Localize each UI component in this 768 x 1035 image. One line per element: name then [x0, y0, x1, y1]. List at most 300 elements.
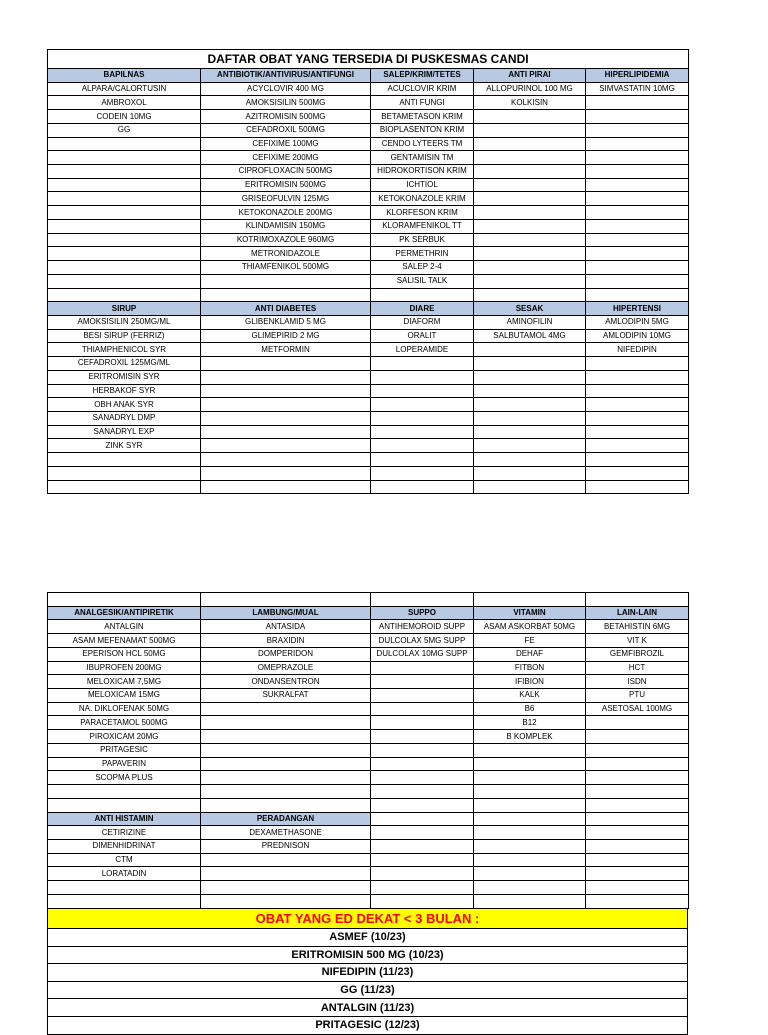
drug-cell	[48, 480, 201, 494]
drug-cell: ZINK SYR	[48, 439, 201, 453]
drug-cell	[371, 702, 474, 716]
drug-cell	[586, 757, 689, 771]
column-header: VITAMIN	[474, 606, 586, 620]
drug-cell	[371, 675, 474, 689]
drug-cell: PTU	[586, 689, 689, 703]
drug-cell	[474, 219, 586, 233]
drug-cell: KOLKISIN	[474, 96, 586, 110]
drug-cell	[586, 288, 689, 302]
drug-cell	[48, 137, 201, 151]
drug-cell	[371, 425, 474, 439]
expiry-row	[48, 946, 688, 964]
drug-cell	[371, 411, 474, 425]
table-row	[48, 137, 689, 151]
column-header: SIRUP	[48, 302, 201, 316]
drug-cell	[474, 480, 586, 494]
drug-cell: LORATADIN	[48, 867, 201, 881]
drug-cell	[586, 206, 689, 220]
drug-cell	[586, 771, 689, 785]
drug-cell	[201, 425, 371, 439]
drug-cell	[48, 288, 201, 302]
drug-cell	[48, 151, 201, 165]
table-row	[48, 894, 689, 908]
drug-cell	[474, 453, 586, 467]
table-row	[48, 96, 689, 110]
drug-cell	[371, 730, 474, 744]
drug-cell: ANTASIDA	[201, 620, 371, 634]
drug-cell	[474, 110, 586, 124]
drug-cell	[586, 178, 689, 192]
drug-cell	[474, 839, 586, 853]
empty-cell	[371, 812, 474, 826]
drug-cell	[371, 357, 474, 371]
drug-cell: ACUCLOVIR KRIM	[371, 82, 474, 96]
drug-cell	[371, 771, 474, 785]
drug-cell: PARACETAMOL 500MG	[48, 716, 201, 730]
drug-cell	[474, 233, 586, 247]
drug-cell	[586, 247, 689, 261]
drug-cell: ALPARA/CALORTUSIN	[48, 82, 201, 96]
drug-cell: HERBAKOF SYR	[48, 384, 201, 398]
table-row	[48, 82, 689, 96]
table-row	[48, 661, 689, 675]
empty-cell	[586, 812, 689, 826]
drug-cell	[474, 853, 586, 867]
drug-cell	[586, 839, 689, 853]
table-row	[48, 702, 689, 716]
drug-cell	[474, 123, 586, 137]
drug-cell: KALK	[474, 689, 586, 703]
column-header: ANTI PIRAI	[474, 69, 586, 83]
column-header: SUPPO	[371, 606, 474, 620]
drug-cell	[586, 192, 689, 206]
drug-cell	[586, 894, 689, 908]
drug-cell: PREDNISON	[201, 839, 371, 853]
column-header: SALEP/KRIM/TETES	[371, 69, 474, 83]
drug-cell: AMOKSISILIN 500MG	[201, 96, 371, 110]
table-row	[48, 620, 689, 634]
drug-cell	[371, 826, 474, 840]
drug-cell	[201, 785, 371, 799]
table-row	[48, 398, 689, 412]
spacer-row	[48, 593, 689, 607]
expiry-heading: OBAT YANG ED DEKAT < 3 BULAN :	[48, 909, 688, 929]
table-row	[48, 743, 689, 757]
drug-cell: CEFADROXIL 500MG	[201, 123, 371, 137]
drug-cell: PIROXICAM 20MG	[48, 730, 201, 744]
drug-cell	[201, 798, 371, 812]
drug-cell: DEXAMETHASONE	[201, 826, 371, 840]
table-row	[48, 771, 689, 785]
drug-cell	[474, 867, 586, 881]
table-row	[48, 881, 689, 895]
drug-cell	[474, 261, 586, 275]
column-header: BAPILNAS	[48, 69, 201, 83]
drug-cell	[371, 439, 474, 453]
expiry-row	[48, 929, 688, 947]
drug-cell: CEFIXIME 200MG	[201, 151, 371, 165]
drug-cell	[474, 206, 586, 220]
drug-cell	[586, 261, 689, 275]
drug-cell	[371, 480, 474, 494]
table-row	[48, 689, 689, 703]
drug-cell: GENTAMISIN TM	[371, 151, 474, 165]
drug-cell	[48, 178, 201, 192]
expiry-item: PRITAGESIC (12/23)	[48, 1016, 688, 1034]
table-row	[48, 247, 689, 261]
drug-cell	[201, 288, 371, 302]
table-row	[48, 343, 689, 357]
drug-cell: ASAM MEFENAMAT 500MG	[48, 634, 201, 648]
drug-cell: GEMFIBROZIL	[586, 647, 689, 661]
drug-cell	[48, 192, 201, 206]
drug-cell: CODEIN 10MG	[48, 110, 201, 124]
drug-cell: GG	[48, 123, 201, 137]
drug-cell	[586, 384, 689, 398]
drug-cell	[586, 730, 689, 744]
drug-cell: PAPAVERIN	[48, 757, 201, 771]
drug-cell: ERITROMISIN 500MG	[201, 178, 371, 192]
drug-cell	[586, 798, 689, 812]
drug-cell: SIMVASTATIN 10MG	[586, 82, 689, 96]
drug-cell	[474, 894, 586, 908]
drug-cell: NA. DIKLOFENAK 50MG	[48, 702, 201, 716]
drug-cell	[474, 288, 586, 302]
column-header: DIARE	[371, 302, 474, 316]
drug-cell: ONDANSENTRON	[201, 675, 371, 689]
drug-cell	[474, 178, 586, 192]
table-row	[48, 274, 689, 288]
table-row	[48, 867, 689, 881]
drug-cell: CEFIXIME 100MG	[201, 137, 371, 151]
table-row	[48, 384, 689, 398]
drug-cell	[474, 151, 586, 165]
drug-cell: GLIBENKLAMID 5 MG	[201, 315, 371, 329]
expiry-table	[47, 908, 688, 1035]
drug-cell	[586, 867, 689, 881]
drug-cell	[474, 757, 586, 771]
drug-cell	[474, 274, 586, 288]
table-row	[48, 757, 689, 771]
drug-cell	[586, 96, 689, 110]
drug-cell	[474, 343, 586, 357]
drug-cell: BESI SIRUP (FERRIZ)	[48, 329, 201, 343]
drug-cell	[201, 702, 371, 716]
drug-cell	[586, 219, 689, 233]
drug-cell	[201, 274, 371, 288]
header-row	[48, 812, 689, 826]
drug-cell	[474, 384, 586, 398]
drug-cell: PERMETHRIN	[371, 247, 474, 261]
drug-cell	[201, 384, 371, 398]
drug-cell: AZITROMISIN 500MG	[201, 110, 371, 124]
expiry-row	[48, 999, 688, 1017]
drug-cell: DIMENHIDRINAT	[48, 839, 201, 853]
expiry-item: ASMEF (10/23)	[48, 929, 688, 947]
drug-cell: PK SERBUK	[371, 233, 474, 247]
drug-cell: IFIBION	[474, 675, 586, 689]
table-row	[48, 439, 689, 453]
drug-cell: ANTIHEMOROID SUPP	[371, 620, 474, 634]
header-row	[48, 302, 689, 316]
column-header: PERADANGAN	[201, 812, 371, 826]
drug-cell: ASAM ASKORBAT 50MG	[474, 620, 586, 634]
drug-cell: SALBUTAMOL 4MG	[474, 329, 586, 343]
drug-cell	[474, 247, 586, 261]
drug-cell: KLORFESON KRIM	[371, 206, 474, 220]
drug-cell	[474, 826, 586, 840]
drug-cell	[371, 785, 474, 799]
drug-cell	[586, 357, 689, 371]
drug-cell	[201, 453, 371, 467]
column-header: ANALGESIK/ANTIPIRETIK	[48, 606, 201, 620]
drug-cell: BRAXIDIN	[201, 634, 371, 648]
drug-cell	[474, 743, 586, 757]
table-row	[48, 853, 689, 867]
drug-cell	[201, 894, 371, 908]
drug-cell	[474, 439, 586, 453]
drug-cell	[474, 398, 586, 412]
table-row	[48, 466, 689, 480]
table-row	[48, 370, 689, 384]
drug-cell: ACYCLOVIR 400 MG	[201, 82, 371, 96]
drug-cell	[371, 743, 474, 757]
expiry-item: ANTALGIN (11/23)	[48, 999, 688, 1017]
drug-list-table-top	[47, 49, 689, 494]
drug-cell	[48, 247, 201, 261]
drug-cell	[201, 716, 371, 730]
drug-cell	[474, 411, 586, 425]
drug-cell	[201, 466, 371, 480]
drug-cell: THIAMPHENICOL SYR	[48, 343, 201, 357]
drug-cell: BETAHISTIN 6MG	[586, 620, 689, 634]
drug-cell: EPERISON HCL 50MG	[48, 647, 201, 661]
drug-cell	[201, 867, 371, 881]
drug-cell: KETOKONAZOLE KRIM	[371, 192, 474, 206]
drug-cell: LOPERAMIDE	[371, 343, 474, 357]
drug-list-table-bottom	[47, 592, 689, 909]
expiry-item: ERITROMISIN 500 MG (10/23)	[48, 946, 688, 964]
drug-cell: OBH ANAK SYR	[48, 398, 201, 412]
column-header: HIPERTENSI	[586, 302, 689, 316]
drug-cell: BETAMETASON KRIM	[371, 110, 474, 124]
drug-cell	[48, 785, 201, 799]
drug-cell: BIOPLASENTON KRIM	[371, 123, 474, 137]
drug-cell	[474, 425, 586, 439]
drug-cell: SANADRYL DMP	[48, 411, 201, 425]
drug-cell: DIAFORM	[371, 315, 474, 329]
drug-cell: DULCOLAX 5MG SUPP	[371, 634, 474, 648]
drug-cell	[474, 165, 586, 179]
drug-cell: AMOKSISILIN 250MG/ML	[48, 315, 201, 329]
drug-cell	[201, 439, 371, 453]
drug-cell	[48, 274, 201, 288]
drug-cell: FITBON	[474, 661, 586, 675]
drug-cell	[48, 798, 201, 812]
drug-cell	[474, 771, 586, 785]
drug-cell	[371, 398, 474, 412]
drug-cell	[586, 716, 689, 730]
drug-cell: DULCOLAX 10MG SUPP	[371, 647, 474, 661]
empty-cell	[474, 812, 586, 826]
drug-cell	[586, 785, 689, 799]
drug-cell	[586, 439, 689, 453]
drug-cell	[201, 480, 371, 494]
drug-cell: B6	[474, 702, 586, 716]
drug-cell	[474, 466, 586, 480]
drug-cell: DOMPERIDON	[201, 647, 371, 661]
drug-cell: HCT	[586, 661, 689, 675]
table-row	[48, 357, 689, 371]
drug-cell	[371, 867, 474, 881]
drug-cell	[586, 398, 689, 412]
drug-cell: IBUPROFEN 200MG	[48, 661, 201, 675]
drug-cell: B12	[474, 716, 586, 730]
column-header: HIPERLIPIDEMIA	[586, 69, 689, 83]
drug-cell: CEFADROXIL 125MG/ML	[48, 357, 201, 371]
drug-cell: SALEP 2-4	[371, 261, 474, 275]
drug-cell: ORALIT	[371, 329, 474, 343]
drug-cell	[48, 165, 201, 179]
table-row	[48, 480, 689, 494]
drug-cell	[474, 785, 586, 799]
drug-cell: AMLODIPIN 10MG	[586, 329, 689, 343]
drug-cell: DEHAF	[474, 647, 586, 661]
drug-cell	[201, 357, 371, 371]
table-row	[48, 261, 689, 275]
drug-cell	[371, 453, 474, 467]
table-row	[48, 647, 689, 661]
drug-cell	[586, 151, 689, 165]
drug-cell	[48, 894, 201, 908]
expiry-row	[48, 1016, 688, 1034]
column-header: LAMBUNG/MUAL	[201, 606, 371, 620]
drug-cell	[474, 881, 586, 895]
table-row	[48, 315, 689, 329]
drug-cell	[474, 357, 586, 371]
column-header: ANTIBIOTIK/ANTIVIRUS/ANTIFUNGI	[201, 69, 371, 83]
drug-cell: AMBROXOL	[48, 96, 201, 110]
drug-cell: PRITAGESIC	[48, 743, 201, 757]
column-header: LAIN-LAIN	[586, 606, 689, 620]
drug-cell	[201, 411, 371, 425]
drug-cell	[371, 839, 474, 853]
drug-cell	[586, 425, 689, 439]
page-title: DAFTAR OBAT YANG TERSEDIA DI PUSKESMAS CANDI	[48, 50, 689, 69]
table-row	[48, 411, 689, 425]
drug-cell	[201, 730, 371, 744]
column-header: ANTI HISTAMIN	[48, 812, 201, 826]
table-row	[48, 123, 689, 137]
drug-cell	[586, 370, 689, 384]
drug-cell	[371, 853, 474, 867]
column-header: ANTI DIABETES	[201, 302, 371, 316]
drug-cell	[371, 881, 474, 895]
table-row	[48, 165, 689, 179]
drug-cell: SALISIL TALK	[371, 274, 474, 288]
drug-cell: ISDN	[586, 675, 689, 689]
table-row	[48, 110, 689, 124]
drug-cell: KLINDAMISIN 150MG	[201, 219, 371, 233]
drug-cell	[586, 110, 689, 124]
drug-cell	[371, 894, 474, 908]
table-row	[48, 785, 689, 799]
drug-cell	[371, 689, 474, 703]
drug-cell	[474, 370, 586, 384]
drug-cell: KLORAMFENIKOL TT	[371, 219, 474, 233]
drug-cell: B KOMPLEK	[474, 730, 586, 744]
drug-cell	[48, 261, 201, 275]
drug-cell	[371, 384, 474, 398]
drug-cell: FE	[474, 634, 586, 648]
drug-cell	[586, 466, 689, 480]
drug-cell: AMLODIPIN 5MG	[586, 315, 689, 329]
table-row	[48, 839, 689, 853]
drug-cell: GLIMEPIRID 2 MG	[201, 329, 371, 343]
table-row	[48, 219, 689, 233]
drug-cell	[48, 206, 201, 220]
drug-cell	[586, 411, 689, 425]
drug-cell: METRONIDAZOLE	[201, 247, 371, 261]
drug-cell: OMEPRAZOLE	[201, 661, 371, 675]
drug-cell: ANTI FUNGI	[371, 96, 474, 110]
expiry-row	[48, 964, 688, 982]
drug-cell: KOTRIMOXAZOLE 960MG	[201, 233, 371, 247]
expiry-item: GG (11/23)	[48, 981, 688, 999]
drug-cell: KETOKONAZOLE 200MG	[201, 206, 371, 220]
drug-cell: ASETOSAL 100MG	[586, 702, 689, 716]
drug-cell	[371, 288, 474, 302]
drug-cell	[371, 757, 474, 771]
drug-cell	[586, 137, 689, 151]
drug-cell	[586, 274, 689, 288]
drug-cell: ERITROMISIN SYR	[48, 370, 201, 384]
drug-cell	[586, 165, 689, 179]
table-row	[48, 178, 689, 192]
drug-cell: NIFEDIPIN	[586, 343, 689, 357]
drug-cell	[201, 771, 371, 785]
table-row	[48, 329, 689, 343]
table-row	[48, 192, 689, 206]
drug-cell	[371, 716, 474, 730]
drug-cell: CENDO LYTEERS TM	[371, 137, 474, 151]
table-row	[48, 288, 689, 302]
drug-cell: SUKRALFAT	[201, 689, 371, 703]
table-row	[48, 151, 689, 165]
drug-cell	[48, 881, 201, 895]
drug-cell: MELOXICAM 15MG	[48, 689, 201, 703]
drug-cell	[586, 743, 689, 757]
drug-cell	[371, 798, 474, 812]
drug-cell	[586, 826, 689, 840]
drug-cell: GRISEOFULVIN 125MG	[201, 192, 371, 206]
drug-cell	[201, 757, 371, 771]
drug-cell: MELOXICAM 7,5MG	[48, 675, 201, 689]
drug-cell: SANADRYL EXP	[48, 425, 201, 439]
drug-cell	[586, 480, 689, 494]
drug-cell	[201, 370, 371, 384]
drug-cell	[201, 881, 371, 895]
drug-cell	[586, 453, 689, 467]
header-row	[48, 606, 689, 620]
drug-cell: ANTALGIN	[48, 620, 201, 634]
drug-cell: SCOPMA PLUS	[48, 771, 201, 785]
drug-cell: THIAMFENIKOL 500MG	[201, 261, 371, 275]
drug-cell	[48, 233, 201, 247]
drug-cell	[371, 370, 474, 384]
drug-cell: AMINOFILIN	[474, 315, 586, 329]
table-row	[48, 798, 689, 812]
